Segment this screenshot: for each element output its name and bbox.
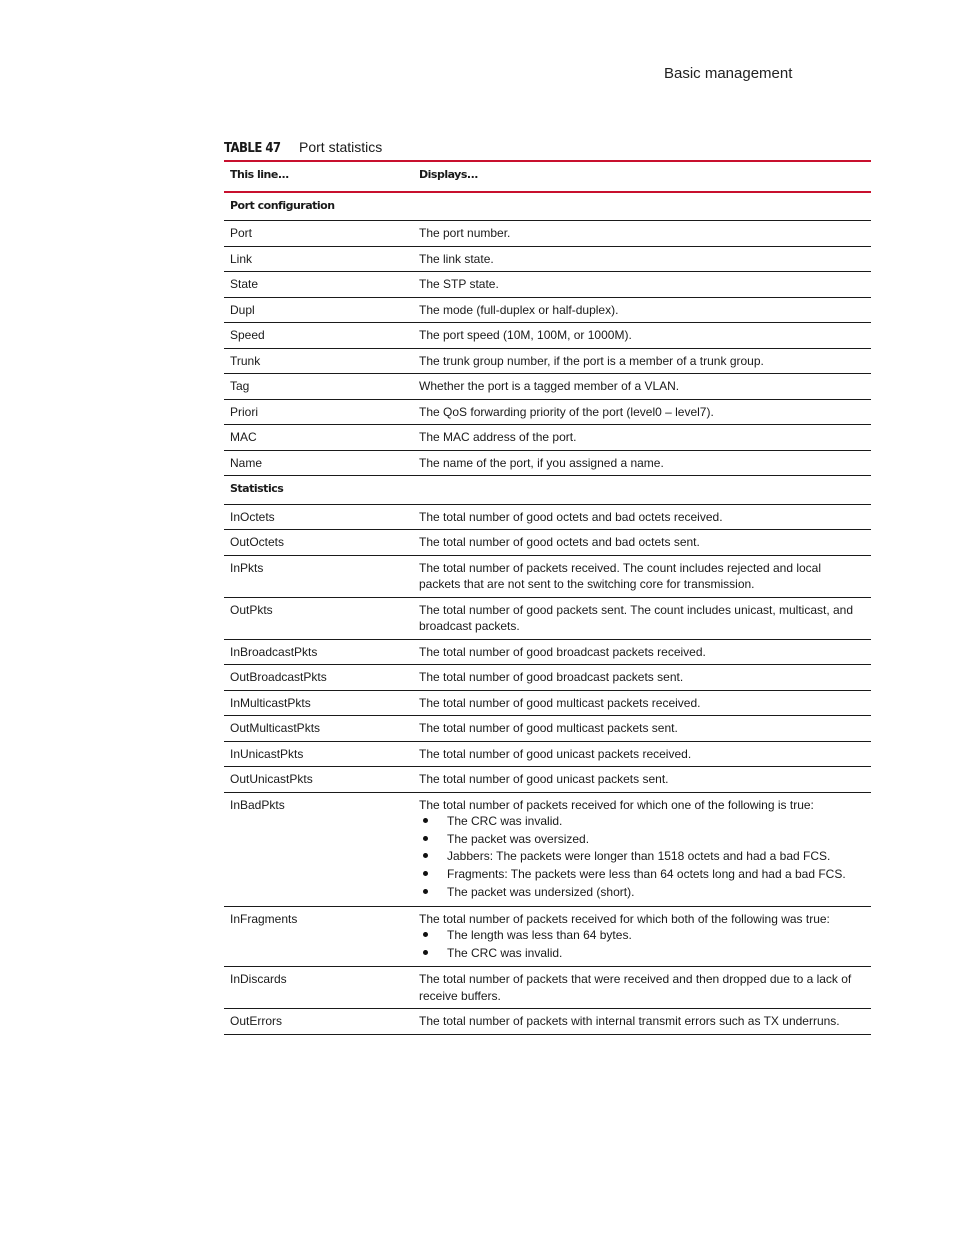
column-header-line: This line... [230, 168, 289, 181]
field-name-cell: OutMulticastPkts [224, 716, 413, 742]
table-row [224, 967, 871, 1009]
field-name-cell: MAC [224, 425, 413, 451]
field-description-text: The total number of good unicast packets received. [419, 746, 692, 761]
running-header: Basic management [664, 65, 793, 82]
field-description-cell [413, 716, 871, 742]
field-name-cell: InDiscards [224, 967, 413, 1009]
table-row [224, 323, 871, 349]
table-row [224, 716, 871, 742]
field-description-text: The total number of packets that were received and then dropped due to a lack of receive buffers. [419, 972, 852, 1003]
table-body [224, 192, 871, 1035]
table-number: TABLE 47 [224, 141, 281, 156]
table-row [224, 374, 871, 400]
field-description-text: The total number of good octets and bad octets sent. [419, 535, 700, 549]
column-header-displays: Displays... [419, 168, 478, 181]
field-description-text: The QoS forwarding priority of the port (level0 – level7). [419, 404, 714, 419]
field-name-cell: InFragments [224, 906, 413, 967]
condition-list-item: The CRC was invalid. [419, 813, 865, 831]
field-description-cell [413, 741, 871, 767]
field-name-cell: Dupl [224, 297, 413, 323]
field-description-cell [413, 272, 871, 298]
table-row [224, 221, 871, 247]
field-description-cell [413, 348, 871, 374]
field-description-text: The total number of good multicast packets received. [419, 695, 701, 710]
field-description-cell [413, 555, 871, 597]
field-description-text: The total number of good unicast packets sent. [419, 772, 669, 786]
table-row [224, 639, 871, 665]
field-name-cell: Name [224, 450, 413, 476]
field-description-text: The name of the port, if you assigned a name. [419, 455, 664, 470]
condition-list-item: Fragments: The packets were less than 64 octets long and had a bad FCS. [419, 866, 865, 884]
field-name-cell: InPkts [224, 555, 413, 597]
table-caption [224, 139, 871, 156]
table-row [224, 665, 871, 691]
field-name-cell: OutOctets [224, 530, 413, 556]
section-row [224, 192, 871, 221]
field-description-cell [413, 374, 871, 400]
table-row [224, 597, 871, 639]
table-row [224, 1009, 871, 1035]
field-description-cell [413, 246, 871, 272]
table-row [224, 272, 871, 298]
table-row [224, 425, 871, 451]
condition-list [419, 927, 865, 962]
field-description-cell [413, 767, 871, 793]
field-description-cell [413, 665, 871, 691]
table-row [224, 906, 871, 967]
table-row [224, 530, 871, 556]
field-name-cell: Link [224, 246, 413, 272]
field-description-cell [413, 297, 871, 323]
condition-list-item: The length was less than 64 bytes. [419, 927, 865, 945]
field-description-cell [413, 425, 871, 451]
table-row [224, 741, 871, 767]
field-description-text: The total number of packets received for which both of the following was true: [419, 911, 830, 926]
field-name-cell: Trunk [224, 348, 413, 374]
field-description-cell [413, 639, 871, 665]
field-description-text: Whether the port is a tagged member of a VLAN. [419, 379, 680, 393]
field-description-text: The MAC address of the port. [419, 430, 577, 444]
table-row [224, 792, 871, 906]
section-heading: Port configuration [224, 192, 871, 221]
section-heading: Statistics [224, 476, 871, 505]
field-description-cell [413, 323, 871, 349]
field-description-text: The STP state. [419, 277, 499, 291]
table-row [224, 767, 871, 793]
condition-list-item: The CRC was invalid. [419, 945, 865, 963]
field-description-text: The link state. [419, 251, 494, 266]
field-description-cell [413, 399, 871, 425]
table-row [224, 450, 871, 476]
field-description-text: The total number of packets received for which one of the following is true: [419, 797, 814, 812]
field-description-cell [413, 690, 871, 716]
field-name-cell: Speed [224, 323, 413, 349]
field-name-cell: Tag [224, 374, 413, 400]
field-description-cell [413, 906, 871, 967]
field-description-cell [413, 504, 871, 530]
condition-list [419, 813, 865, 902]
field-name-cell: State [224, 272, 413, 298]
table-row [224, 555, 871, 597]
field-name-cell: OutErrors [224, 1009, 413, 1035]
table-row [224, 504, 871, 530]
field-name-cell: InUnicastPkts [224, 741, 413, 767]
condition-list-item: The packet was undersized (short). [419, 884, 865, 902]
field-description-text: The total number of good multicast packets sent. [419, 721, 678, 735]
field-description-text: The port speed (10M, 100M, or 1000M). [419, 328, 632, 342]
field-name-cell: OutUnicastPkts [224, 767, 413, 793]
field-description-text: The mode (full-duplex or half-duplex). [419, 302, 619, 317]
table-row [224, 348, 871, 374]
field-description-cell [413, 530, 871, 556]
field-description-text: The total number of good broadcast packets received. [419, 644, 706, 659]
field-description-text: The total number of packets received. The count includes rejected and local packets that are not sent to the switching core for transmission. [419, 560, 822, 591]
table-row [224, 399, 871, 425]
field-name-cell: InMulticastPkts [224, 690, 413, 716]
field-description-cell [413, 450, 871, 476]
field-name-cell: InOctets [224, 504, 413, 530]
condition-list-item: Jabbers: The packets were longer than 1518 octets and had a bad FCS. [419, 848, 865, 866]
field-description-cell [413, 1009, 871, 1035]
field-name-cell: InBadPkts [224, 792, 413, 906]
field-name-cell: InBroadcastPkts [224, 639, 413, 665]
field-description-text: The total number of packets with internal transmit errors such as TX underruns. [419, 1014, 840, 1029]
field-description-text: The total number of good packets sent. The count includes unicast, multicast, and broadcast packets. [419, 602, 854, 633]
section-row [224, 476, 871, 505]
field-name-cell: OutBroadcastPkts [224, 665, 413, 691]
field-description-text: The total number of good octets and bad octets received. [419, 509, 723, 524]
field-name-cell: Port [224, 221, 413, 247]
table-row [224, 297, 871, 323]
table-title: Port statistics [299, 139, 383, 155]
field-description-text: The port number. [419, 226, 511, 240]
field-description-cell [413, 221, 871, 247]
port-statistics-table [224, 160, 871, 1035]
condition-list-item: The packet was oversized. [419, 831, 865, 849]
field-name-cell: Priori [224, 399, 413, 425]
field-description-text: The total number of good broadcast packets sent. [419, 670, 684, 684]
table-row [224, 246, 871, 272]
field-description-cell [413, 792, 871, 906]
field-description-cell [413, 967, 871, 1009]
field-description-text: The trunk group number, if the port is a member of a trunk group. [419, 353, 764, 368]
table-row [224, 690, 871, 716]
table-header-row [224, 161, 871, 192]
field-name-cell: OutPkts [224, 597, 413, 639]
field-description-cell [413, 597, 871, 639]
